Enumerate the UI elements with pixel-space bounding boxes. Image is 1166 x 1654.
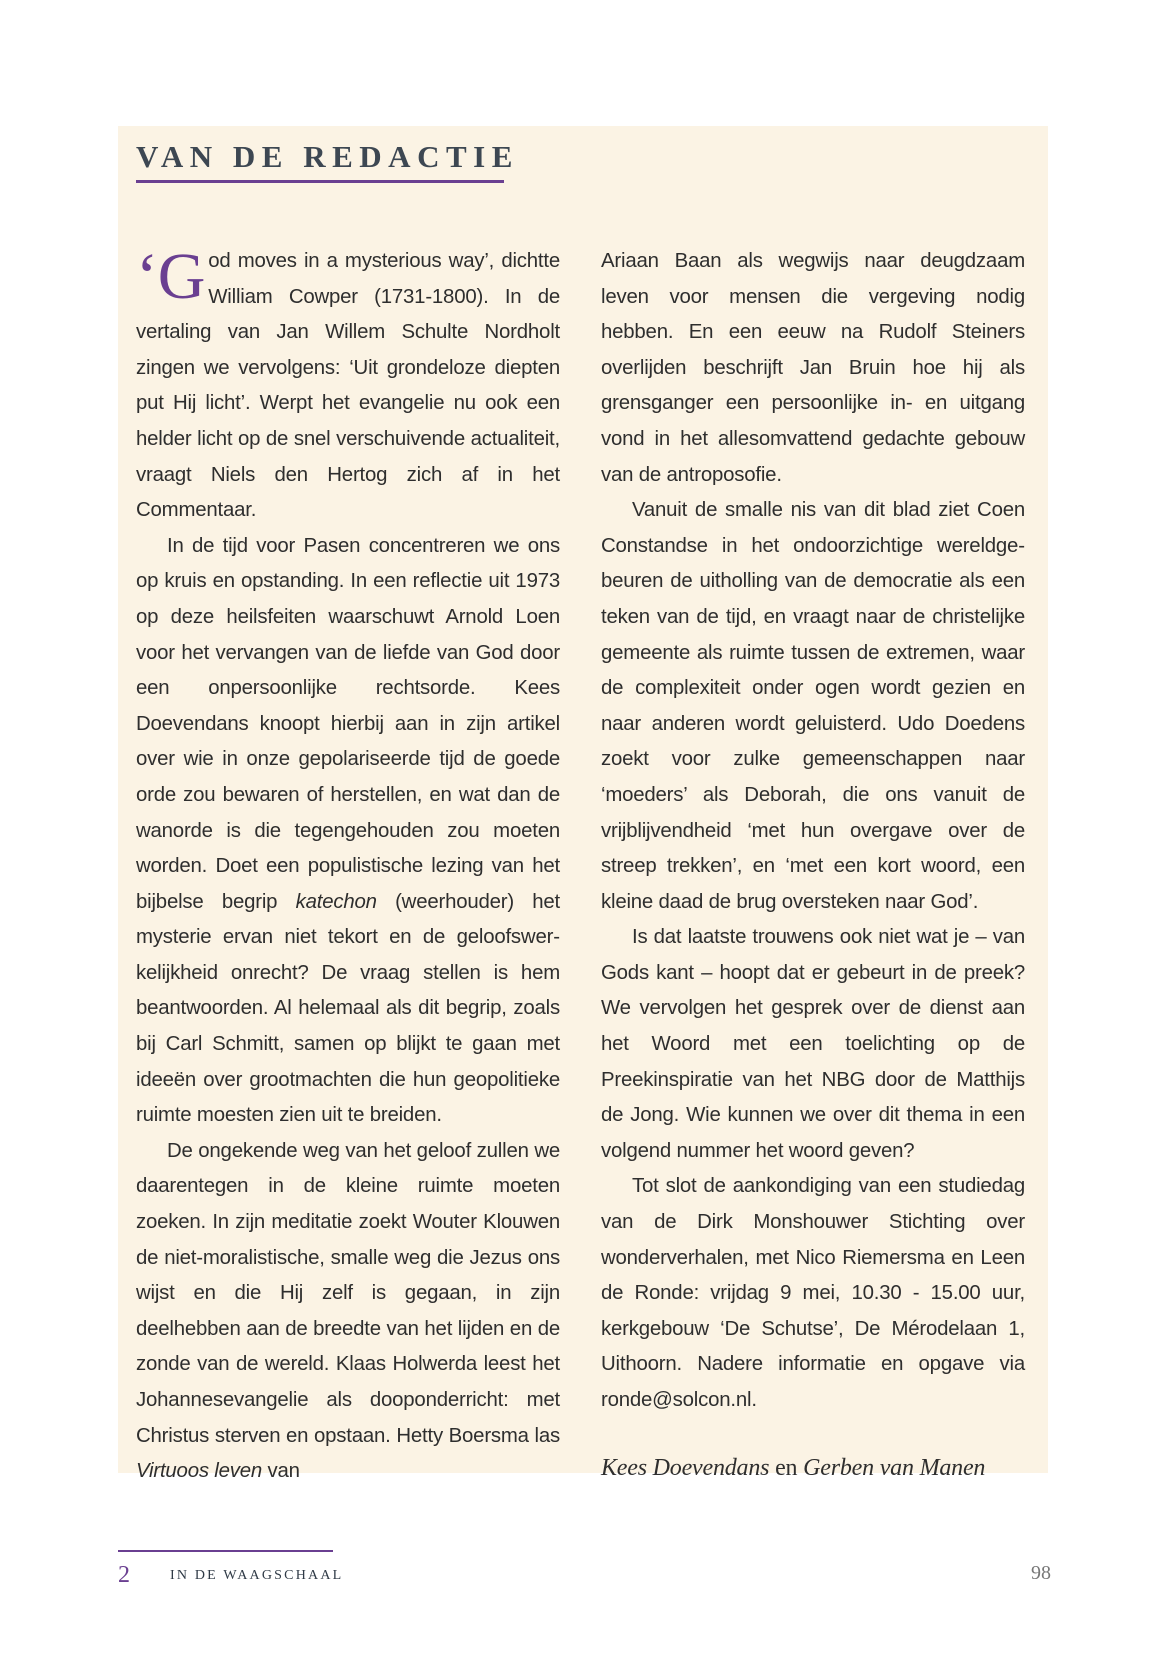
right-column: [601, 244, 1025, 1486]
paragraph-3-text-b: van: [262, 1460, 300, 1483]
paragraph-3-text-a: De ongekende weg van het geloof zullen we daarentegen in de kleine ruimte moeten zoeken. In zijn meditatie zoekt Wouter Klouwen de niet-moralistische, smalle weg die Jezus ons wijst en die Hij zelf is gegaan, in zijn deelhebben aan de breedte van het lijden en de zonde van de wereld. Klaas Holwerda leest het Johannesevangelie als dooponderricht: met Christus sterven en opstaan. Hetty Boersma las: [136, 1139, 560, 1447]
katechon-term: katechon: [295, 890, 377, 913]
section-title: VAN DE REDACTIE: [136, 139, 519, 174]
signature: [601, 1450, 1025, 1486]
signature-connector: en: [769, 1454, 804, 1481]
paragraph-6: Is dat laatste trouwens ook niet wat je – van Gods kant – hoopt dat er gebeurt in de preek? We vervolgen het gesprek over de dienst aan het Woord met een toelichting op de Preekinspiratie van het NBG door de Matthijs de Jong. Wie kunnen we over dit thema in een volgend nummer het woord geven?: [601, 926, 1025, 1162]
left-column: [136, 240, 560, 1490]
paragraph-4: Ariaan Baan als wegwijs naar deugdzaam leven voor mensen die vergeving nodig hebben. En een eeuw na Rudolf Steiners overlijden beschrijft Jan Bruin hoe hij als grensganger een persoonlijke in- en uitgang vond in het allesomvattend gedachte gebouw van de antroposofie.: [601, 250, 1025, 486]
book-title: Virtuoos leven: [136, 1460, 263, 1483]
page-number-left: 2: [118, 1562, 130, 1588]
paragraph-2-text-a: In de tijd voor Pasen concentreren we ons op kruis en opstanding. In een reflectie uit 1973 op deze heilsfeiten waarschuwt Arnold Loen voor het vervangen van de liefde van God door een onpersoonlijke rechtsorde. Kees Doevendans knoopt hierbij aan in zijn artikel over wie in onze gepolariseerde tijd de goede orde zou bewaren of herstellen, en wat dan de wanorde is die tegengehouden zou moeten worden. Doet een populistische lezing van het bijbelse begrip: [136, 534, 560, 913]
page-number-right: 98: [1031, 1562, 1051, 1584]
footer-rule: [118, 1550, 333, 1552]
journal-name: IN DE WAAGSCHAAL: [170, 1568, 344, 1583]
paragraph-1: [136, 240, 560, 529]
drop-cap: [136, 240, 206, 313]
drop-cap-letter: G: [157, 240, 206, 313]
paragraph-1-text: od moves in a mysterious way’, dichtte William Cowper (1731-1800). In de vertaling van Jan Willem Schulte Nordholt zingen we vervolgens: ‘Uit grondeloze diepten put Hij licht’. Werpt het evangelie nu ook een helder licht op de snel verschuivende actualiteit, vraagt Niels den Hertog zich af in het Commentaar.: [136, 250, 560, 522]
paragraph-7: Tot slot de aankondiging van een studiedag van de Dirk Monshouwer Stichting over wonderverhalen, met Nico Riemersma en Leen de Ronde: vrijdag 9 mei, 10.30 - 15.00 uur, kerkgebouw ‘De Schutse’, De Mérodelaan 1, Uithoorn. Nadere informatie en opgave via ronde@solcon.nl.: [601, 1175, 1025, 1411]
paragraph-2-text-b: (weerhouder) het mysterie ervan niet tekort en de geloofswerkelijkheid onrecht? De vraag stellen is hem beantwoorden. Al helemaal als dit begrip, zoals bij Carl Schmitt, samen op blijkt te gaan met ideeën over grootmachten die hun geopolitieke ruimte moesten zien uit te breiden.: [136, 890, 560, 1127]
author-1: Kees Doevendans: [601, 1454, 770, 1481]
author-2: Gerben van Manen: [803, 1454, 986, 1481]
title-underline: [136, 180, 504, 183]
paragraph-3: [136, 1134, 560, 1490]
drop-cap-quote: ‘: [136, 240, 158, 313]
paragraph-2: [136, 529, 560, 1134]
paragraph-5: Vanuit de smalle nis van dit blad ziet Coen Constandse in het ondoorzichtige wereldgebeuren de uitholling van de democratie als een teken van de tijd, en vraagt naar de christelijke gemeente als ruimte tussen de extremen, waar de complexiteit onder ogen wordt gezien en naar anderen wordt geluisterd. Udo Doedens zoekt voor zulke gemeenschappen naar ‘moeders’ als Deborah, die ons vanuit de vrijblijvendheid ‘met hun overgave over de streep trekken’, en ‘met een kort woord, een kleine daad de brug oversteken naar God’.: [601, 499, 1025, 913]
